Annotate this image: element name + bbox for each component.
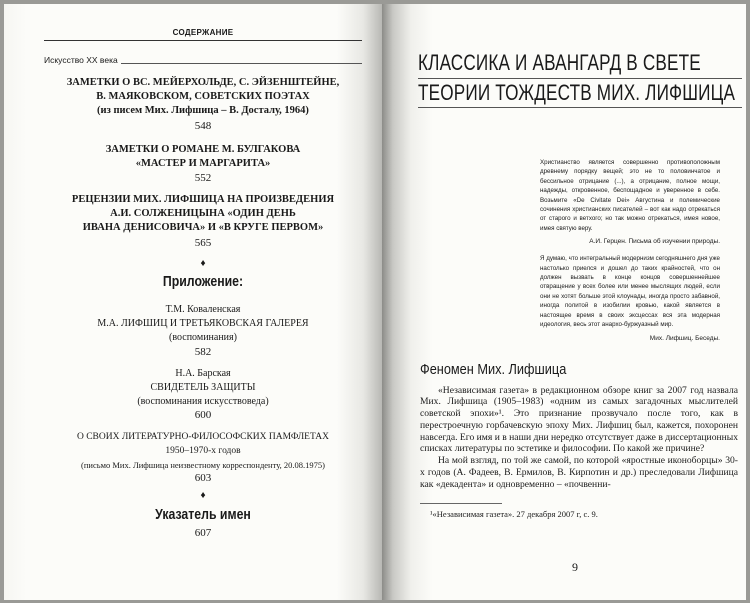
divider-ornament: ♦: [200, 258, 206, 269]
toc-line: ИВАНА ДЕНИСОВИЧА» И «В КРУГЕ ПЕРВОМ»: [82, 222, 324, 233]
right-page-chapter: [382, 4, 746, 600]
toc-line: (воспоминания): [169, 332, 237, 343]
toc-line: (воспоминания искусствоведа): [137, 396, 269, 407]
footnote: ¹«Независимая газета». 27 декабря 2007 г, с. 9.: [430, 508, 598, 519]
chapter-title-line: КЛАССИКА И АВАНГАРД В СВЕТЕ: [418, 50, 701, 75]
toc-page-number: 565: [194, 237, 212, 249]
toc-page-number: 552: [194, 172, 212, 184]
epigraph-text: Христианство является совершенно противоположным древнему порядку вещей; это не то половинчатое и бессильное отрицание (...), а отрицание, полное мощи, надежды, откровенное, беспощадное и уверенное в себе. Возьмите «De Civitate Dei» Августина и полемические сочинения христианских писателей – вот как надо отрекаться от старого и ветхого; но так можно отрекаться, имея новое, имея святую веру.: [540, 159, 720, 232]
divider-ornament: ♦: [200, 490, 206, 501]
index-heading[interactable]: Указатель имен: [155, 506, 251, 523]
epigraph-attribution: А.И. Герцен. Письма об изучении природы.: [589, 238, 720, 246]
chapter-flow: [420, 158, 738, 520]
toc-page-number: 582: [194, 346, 212, 358]
header-rule: [44, 40, 362, 41]
toc-page-number: 607: [194, 527, 212, 539]
title-rule: [418, 78, 742, 79]
toc-entry-title[interactable]: [44, 430, 362, 472]
footnote-rule: [420, 503, 502, 504]
toc-line: СВИДЕТЕЛЬ ЗАЩИТЫ: [150, 382, 256, 393]
toc-page-number: 548: [194, 120, 212, 132]
toc-line: (из писем Мих. Лифшица – В. Досталу, 1964): [97, 105, 309, 116]
toc-line: РЕЦЕНЗИИ МИХ. ЛИФШИЦА НА ПРОИЗВЕДЕНИЯ: [71, 194, 335, 205]
toc-page-number: 603: [194, 472, 212, 484]
body-text: [420, 385, 738, 491]
toc-line: (письмо Мих. Лифшица неизвестному корреспонденту, 20.08.1975): [81, 460, 325, 470]
appendix-heading: Приложение:: [162, 273, 244, 290]
epigraph-text: Я думаю, что интегральный модернизм сегодняшнего дня уже настолько приелся и дошел до таких крайностей, что он должен вызвать в конце концов совершеннейшее отвращение у всех более или менее мыслящих людей, если они не хотят больше этой клоунады, иногда просто забавной, иногда политой в изобилии кровью, какой является в настоящее время в своих эксцессах вся эта модерная идеология, весь этот анархо-буржуазный мир.: [540, 255, 720, 329]
toc-entry-title[interactable]: [44, 303, 362, 345]
toc-entry-title[interactable]: [44, 143, 362, 171]
epigraph-attribution: Мих. Лифшиц. Беседы.: [649, 334, 720, 342]
section-label: Искусство XX века: [44, 55, 121, 65]
toc-line: М.А. ЛИФШИЦ И ТРЕТЬЯКОВСКАЯ ГАЛЕРЕЯ: [97, 318, 309, 329]
chapter-title-line: ТЕОРИИ ТОЖДЕСТВ МИХ. ЛИФШИЦА: [418, 80, 736, 105]
toc-entry-title[interactable]: [44, 193, 362, 235]
toc-line: «МАСТЕР И МАРГАРИТА»: [135, 158, 271, 169]
toc-line: В. МАЯКОВСКОМ, СОВЕТСКИХ ПОЭТАХ: [96, 91, 310, 102]
toc-line: А.И. СОЛЖЕНИЦЫНА «ОДИН ДЕНЬ: [110, 208, 296, 219]
toc-entry-title[interactable]: [44, 367, 362, 409]
toc-line: Т.М. Коваленская: [165, 304, 241, 315]
toc-line: Н.А. Барская: [175, 368, 231, 379]
page-number: 9: [572, 560, 578, 574]
running-head: СОДЕРЖАНИЕ: [172, 28, 234, 37]
toc-line: ЗАМЕТКИ О ВС. МЕЙЕРХОЛЬДЕ, С. ЭЙЗЕНШТЕЙНЕ,: [66, 77, 340, 88]
paragraph: «Независимая газета» в редакционном обзоре книг за 2007 год назвала Мих. Лифшица (1905–1983) «одним из самых загадочных мыслителей советской эпохи»¹. Это признание прозвучало после того, как в перестроечную горбачевскую эпоху Мих. Лифшиц был, кажется, похоронен навсегда. Его имя и в наши дни нередко отсутствует даже в диссертационных списках литературы по эстетике и философии. По какой же причине?: [420, 384, 738, 455]
toc-page-number: 600: [194, 409, 212, 421]
paragraph: На мой взгляд, по той же самой, по которой «яростные иконоборцы» 30-х годов (А. Фадеев, В. Ермилов, В. Кирпотин и др.) преследовали Лифшица как «декадента» и одновременно – «почвенни-: [420, 455, 738, 490]
section-heading: Феномен Мих. Лифшица: [420, 360, 567, 378]
toc-line: 1950–1970-х годов: [165, 446, 241, 456]
title-rule: [418, 107, 742, 108]
toc-line: О СВОИХ ЛИТЕРАТУРНО-ФИЛОСОФСКИХ ПАМФЛЕТАХ: [76, 432, 330, 442]
toc-line: ЗАМЕТКИ О РОМАНЕ М. БУЛГАКОВА: [105, 144, 301, 155]
toc-entry-title[interactable]: [44, 76, 362, 118]
left-page-contents: [4, 4, 382, 600]
